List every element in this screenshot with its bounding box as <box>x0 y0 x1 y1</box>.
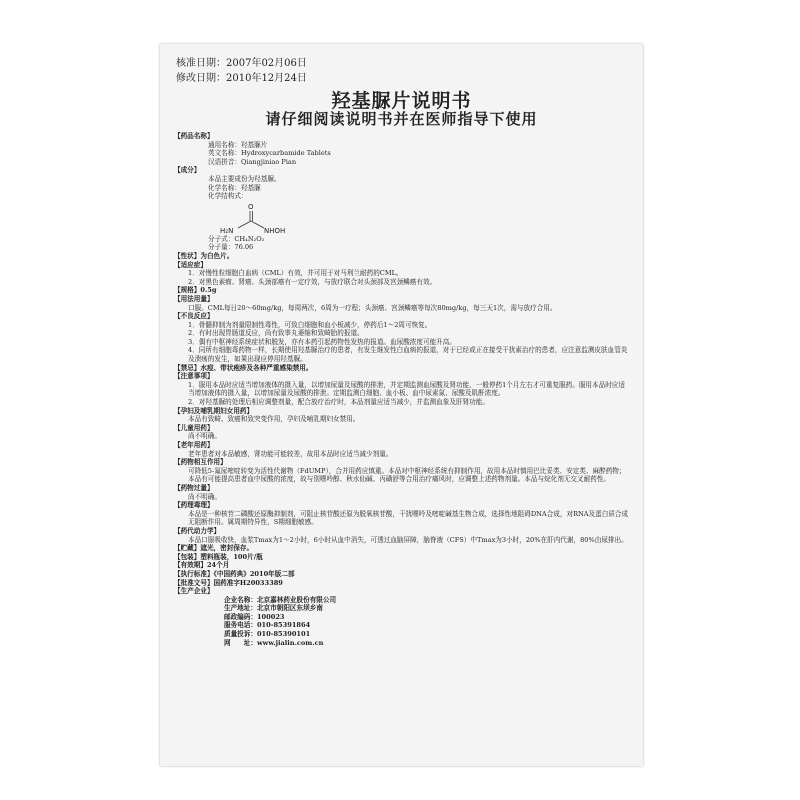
bond-left <box>238 221 251 228</box>
adverse-item: 3．偶有中枢神经系统症状和脱发，亦有本药引起药物性发热的报道。血尿酸浓度可能升高。 <box>188 337 456 346</box>
section-header-composition: 【成分】 <box>174 166 201 175</box>
children-text: 尚不明确。 <box>188 432 221 441</box>
dates-block <box>176 56 307 86</box>
adverse-item: 2．有时出现胃肠道反应，尚有致睾丸萎缩和致畸胎的报道。 <box>188 329 364 338</box>
section-header-indications: 【适应症】 <box>174 260 207 269</box>
section-package: 【包装】塑料瓶装，100片/瓶 <box>174 552 263 561</box>
structure-oxygen: O <box>248 202 254 211</box>
section-header-dosage: 【用法用量】 <box>174 294 214 303</box>
manufacturer-line: 企业名称：北京嘉林药业股份有限公司 <box>224 595 337 604</box>
manufacturer-line: 网 址：www.jialin.com.cn <box>224 638 324 647</box>
section-header-name: 【药品名称】 <box>174 132 214 140</box>
precaution-item: 2．对羟基脲的处理后相应调整剂量，配合放疗治疗时，本品剂量应适当减少，并监测血象及肝肾功能。 <box>188 398 489 407</box>
molecular-weight: 分子量：76.06 <box>208 243 254 252</box>
generic-name: 通用名称：羟基脲片 <box>208 140 268 149</box>
precaution-item: 1．服用本品时应适当增加液体的摄入量，以增加尿量及尿酸的排泄，并定期监测血尿酸及肾功能，一般停药1个月左右才可重复服药。服用本品时应适当增加液体的摄入量，以增加尿量及尿酸的排泄。定期监测白细胞、血小板、血中尿素氮、尿酸及肌酐浓度。 <box>188 380 625 398</box>
section-header-pharmacokinetics: 【药代动力学】 <box>174 526 221 535</box>
interactions-text: 可降低5-氟尿嘧啶转变为活性代谢物（FdUMP），合并用药应慎重。本品对中枢神经系统有抑制作用，故用本品时慎用巴比妥类、安定类、麻醉药物；本品有可能提高患者血中尿酸的浓度，故与别嘌呤醇、秋水仙碱、丙磺舒等合用治疗痛风时，应调整上述药物剂量。本品与烷化剂无交叉耐药性。 <box>188 466 626 484</box>
manufacturer-line: 服务电话：010-85391864 <box>224 621 311 630</box>
section-header-children: 【儿童用药】 <box>174 423 214 432</box>
manufacturer-line: 生产地址：北京市朝阳区东坝乡南 <box>224 604 323 613</box>
manufacturer-line: 质量投诉：010-85390101 <box>224 630 311 639</box>
bond-right <box>251 221 264 228</box>
dosage-text: 口服。CML每日20～60mg/kg，每周两次，6周为一疗程；头颈癌、宫颈鳞癌等每次80mg/kg，每三天1次，需与放疗合用。 <box>188 303 557 312</box>
document-title: 羟基脲片说明书 <box>331 90 472 112</box>
structure-label: 化学结构式： <box>208 192 248 201</box>
section-contraindications: 【禁忌】水痘、带状疱疹及各种严重感染禁用。 <box>174 363 313 372</box>
chemical-structure <box>214 201 629 235</box>
section-spec: 【规格】0.5g <box>174 286 217 295</box>
english-name: 英文名称：Hydroxycarbamide Tablets <box>208 149 331 158</box>
structure-amine: H₂N <box>220 226 234 235</box>
elderly-text: 老年患者对本品敏感，肾功能可能较差，故用本品时应适当减少剂量。 <box>188 449 393 458</box>
adverse-item: 1．骨髓抑制为剂量限制性毒性，可致白细胞和血小板减少，停药后1～2周可恢复。 <box>188 320 432 329</box>
composition-main: 本品主要成份为羟基脲。 <box>208 174 281 183</box>
section-header-pregnancy: 【孕妇及哺乳期妇女用药】 <box>174 406 254 415</box>
section-appearance: 【性状】为白色片。 <box>174 251 234 260</box>
chemical-name: 化学名称：羟基脲 <box>208 183 261 192</box>
section-header-elderly: 【老年用药】 <box>174 441 214 449</box>
section-header-pharmacology: 【药理毒理】 <box>174 501 214 510</box>
section-header-interactions: 【药物相互作用】 <box>174 458 227 467</box>
pharmacokinetics-text: 本品口服吸收快，血浆Tmax为1～2小时，6小时从血中消失，可透过血脑屏障，脑脊液（CFS）中Tmax为3小时，20%在肝内代谢，80%由尿排出。 <box>188 535 628 544</box>
molecular-formula: 分子式：CH₄N₂O₂ <box>208 234 265 243</box>
revision-date: 修改日期：2010年12月24日 <box>176 73 307 84</box>
section-approval-number: 【批准文号】国药准字H20033389 <box>174 578 283 587</box>
section-header-precautions: 【注意事项】 <box>174 372 214 381</box>
structure-drawing <box>214 201 304 235</box>
pinyin-name: 汉语拼音：Qiangjiniao Pian <box>208 157 297 166</box>
structure-hydroxyamine: NHOH <box>264 226 286 235</box>
section-standard: 【执行标准】《中国药典》2010年版二部 <box>174 569 295 578</box>
section-validity: 【有效期】24个月 <box>174 561 230 570</box>
section-header-overdose: 【药物过量】 <box>174 483 214 492</box>
indication-item: 2．对黑色素瘤、肾癌、头颈部癌有一定疗效，与放疗联合对头颈部及宫颈鳞癌有效。 <box>188 277 437 286</box>
adverse-item: 4．同所有细胞毒药物一样，长期使用羟基脲治疗的患者，有发生继发性白血病的报道，对于已经或正在接受干扰素治疗的患者，应注意监测皮肤血管炎及溃疡的发生，如果出现应停用羟基脲。 <box>188 346 628 364</box>
document-subtitle: 请仔细阅读说明书并在医师指导下使用 <box>265 110 538 128</box>
manufacturer-line: 邮政编码：100023 <box>224 612 285 621</box>
leaflet-page <box>160 44 643 766</box>
pharmacology-text: 本品是一种核苷二磷酸还原酶抑制剂，可阻止核苷酸还原为脱氧核苷酸，干扰嘌呤及嘧啶碱基生物合成，选择性地阻碍DNA合成，对RNA及蛋白质合成无阻断作用。属周期特异性，S期细胞敏感。 <box>188 509 629 527</box>
leaflet-content <box>174 132 629 647</box>
indication-item: 1．对慢性粒细胞白血病（CML）有效，并可用于对马利兰耐药的CML。 <box>188 269 403 278</box>
section-header-manufacturer: 【生产企业】 <box>174 587 214 596</box>
manufacturer-block <box>174 596 629 648</box>
section-storage: 【贮藏】遮光，密封保存。 <box>174 544 254 553</box>
pregnancy-text: 本品有致畸、致癌和致突变作用，孕妇及哺乳期妇女禁用。 <box>188 415 360 424</box>
approval-date: 核准日期：2007年02月06日 <box>176 58 307 69</box>
overdose-text: 尚不明确。 <box>188 492 221 501</box>
section-header-adverse: 【不良反应】 <box>174 312 214 321</box>
